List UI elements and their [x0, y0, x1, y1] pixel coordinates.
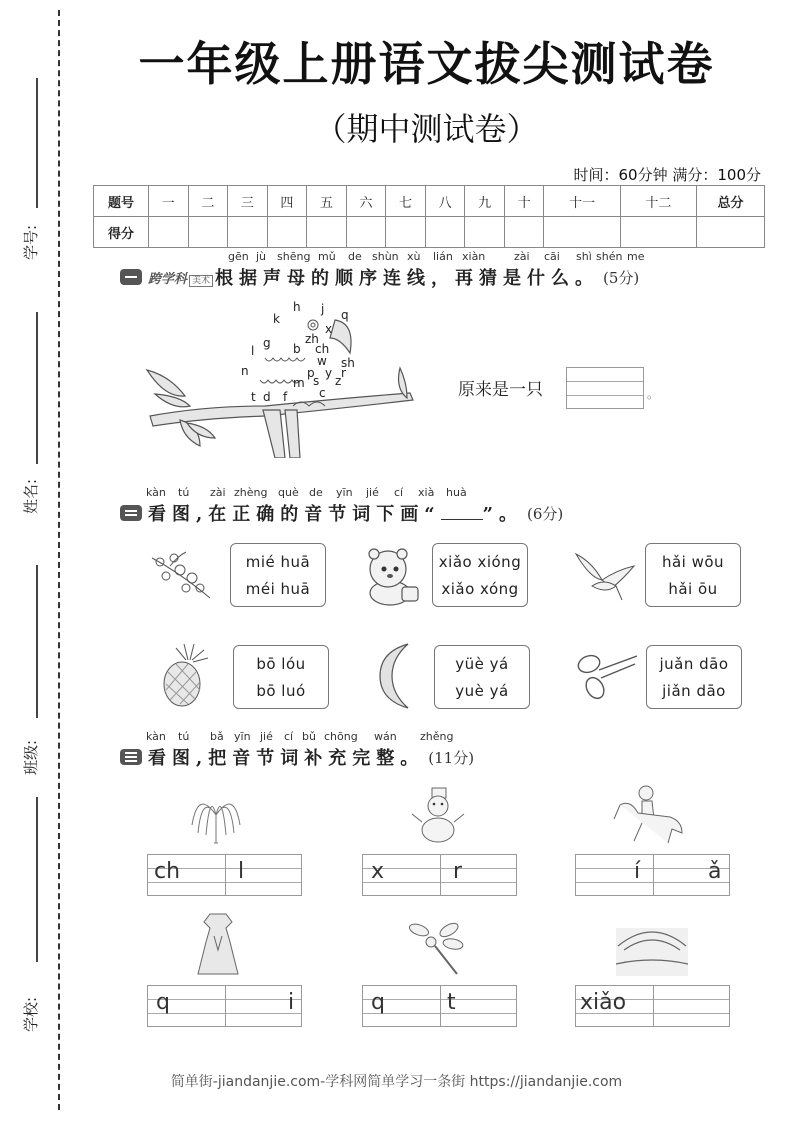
branch-illustration-icon: [145, 298, 435, 458]
score-cell[interactable]: [544, 217, 620, 248]
dot-label[interactable]: q: [341, 308, 349, 322]
pinyin: cāi: [544, 250, 560, 263]
pinyin: chōng: [324, 730, 358, 743]
dot-label[interactable]: f: [283, 390, 288, 404]
pinyin: zhěng: [420, 730, 454, 743]
plum-blossom-icon: [150, 548, 218, 608]
header-cell: 九: [465, 186, 505, 217]
pinyin-option[interactable]: yuè yá: [455, 681, 509, 700]
section-one-badge-icon: [120, 269, 142, 285]
option-group-seagull: [645, 543, 741, 607]
writing-grid-willow[interactable]: [147, 854, 302, 896]
pinyin: yīn: [336, 486, 353, 499]
question-2-pinyin: [120, 486, 563, 500]
header-cell: 五: [307, 186, 347, 217]
pinyin-option[interactable]: xiǎo xóng: [441, 579, 519, 598]
pinyin: huà: [446, 486, 467, 499]
name-blank[interactable]: [36, 312, 38, 464]
section-two-badge-icon: [120, 505, 142, 521]
score-table-header-row: [94, 186, 765, 217]
pinyin: me: [627, 250, 645, 263]
snowman-icon: [408, 786, 468, 848]
pinyin: shēng: [277, 250, 311, 263]
writing-grid-snowman[interactable]: [362, 854, 517, 896]
grid-cell-text: r: [453, 859, 463, 884]
option-group-little-bear: [432, 543, 528, 607]
pinyin: xiàn: [462, 250, 486, 263]
dot-label[interactable]: m: [293, 376, 305, 390]
dot-label[interactable]: z: [335, 374, 342, 388]
pinyin: jié: [260, 730, 273, 743]
score-cell[interactable]: [386, 217, 426, 248]
grid-cell-text: xiǎo: [580, 990, 627, 1015]
school-label: 学校:: [22, 996, 40, 1032]
dot-label[interactable]: b: [293, 342, 301, 356]
question-2-text-end: ”。: [482, 504, 523, 525]
score-cell[interactable]: [697, 217, 765, 248]
grid-cell-text: q: [371, 990, 385, 1015]
dot-label[interactable]: r: [341, 366, 346, 380]
score-cell[interactable]: [228, 217, 268, 248]
dot-label[interactable]: p: [307, 366, 315, 380]
pinyin: jié: [366, 486, 379, 499]
score-cell[interactable]: [425, 217, 465, 248]
dress-icon: [196, 912, 240, 982]
writing-grid-horse-rider[interactable]: [575, 854, 730, 896]
question-1-pinyin: [120, 250, 645, 264]
score-label-cell: 得分: [94, 217, 149, 248]
option-group-pineapple: [233, 645, 329, 709]
dot-label[interactable]: s: [313, 374, 320, 388]
scissors-icon: [575, 650, 639, 704]
dot-label[interactable]: zh: [305, 332, 319, 346]
pinyin: zài: [514, 250, 530, 263]
footer-watermark: 简单街-jiandanjie.com-学科网简单学习一条街 https://jiandanjie.com: [170, 1074, 623, 1090]
pinyin-option[interactable]: jiǎn dāo: [662, 681, 726, 700]
pinyin-option[interactable]: yüè yá: [455, 654, 509, 673]
pinyin: bǔ: [302, 730, 316, 743]
pinyin-option[interactable]: bō lóu: [256, 654, 306, 673]
dot-label[interactable]: y: [325, 366, 333, 380]
dot-label[interactable]: ch: [315, 342, 330, 356]
pinyin: kàn: [146, 486, 166, 499]
grid-cell-text: t: [447, 990, 456, 1015]
score-cell[interactable]: [149, 217, 189, 248]
score-table: [93, 185, 765, 248]
score-cell[interactable]: [188, 217, 228, 248]
header-cell: 十一: [544, 186, 620, 217]
pinyin: lián: [433, 250, 453, 263]
underline-sample: [441, 506, 483, 520]
header-cell: 六: [346, 186, 386, 217]
grid-cell-text: ǎ: [708, 859, 722, 884]
class-label: 班级:: [22, 739, 40, 775]
guide-line: [567, 395, 643, 396]
class-blank[interactable]: [36, 565, 38, 718]
question-3-heading: [120, 730, 474, 770]
pinyin: wán: [374, 730, 397, 743]
score-cell[interactable]: [620, 217, 696, 248]
score-cell[interactable]: [465, 217, 505, 248]
pinyin: shì: [576, 250, 592, 263]
option-group-plum-blossom: [230, 543, 326, 607]
name-field[interactable]: [18, 312, 42, 522]
name-label: 姓名:: [22, 478, 40, 514]
option-group-scissors: [646, 645, 742, 709]
pinyin: yīn: [234, 730, 251, 743]
dot-label[interactable]: l: [251, 344, 255, 358]
score-cell[interactable]: [267, 217, 307, 248]
cross-discipline-tag: 跨学科 美术: [148, 268, 213, 287]
pinyin-option[interactable]: mié huā: [245, 552, 311, 571]
pinyin: kàn: [146, 730, 166, 743]
pinyin: bǎ: [210, 730, 224, 743]
exam-meta: 时间：60分钟 满分：100分: [573, 166, 761, 184]
header-cell: 题号: [94, 186, 149, 217]
dot-label[interactable]: j: [321, 302, 325, 316]
pinyin: de: [348, 250, 362, 263]
dot-label[interactable]: k: [273, 312, 280, 326]
header-cell: 八: [425, 186, 465, 217]
header-cell: 三: [228, 186, 268, 217]
pineapple-icon: [158, 642, 210, 712]
score-cell[interactable]: [504, 217, 544, 248]
grid-cell-text: ch: [154, 859, 181, 884]
pinyin: cí: [394, 486, 404, 499]
dot-label[interactable]: t: [251, 390, 256, 404]
parrot-dot-to-dot-picture: [145, 298, 435, 458]
pinyin: cí: [284, 730, 294, 743]
section-three-badge-icon: [120, 749, 142, 765]
header-cell: 四: [267, 186, 307, 217]
cut-line: [58, 10, 60, 1110]
pinyin: zài: [210, 486, 226, 499]
question-1-heading: [120, 250, 645, 290]
dragonfly-icon: [405, 922, 469, 982]
dot-label[interactable]: n: [241, 364, 249, 378]
pinyin: mǔ: [318, 250, 336, 263]
question-3-points: (11分): [428, 748, 475, 767]
pinyin: xù: [407, 250, 421, 263]
pinyin: jù: [256, 250, 267, 263]
writing-grid-small-bridge[interactable]: [575, 985, 730, 1027]
crescent-moon-icon: [378, 642, 414, 714]
writing-grid-dress[interactable]: [147, 985, 302, 1027]
grid-cell-text: x: [371, 859, 385, 884]
pinyin: tú: [178, 730, 190, 743]
class-field[interactable]: [18, 565, 42, 780]
guide-line: [567, 381, 643, 382]
question-1-text: 根据声母的顺序连线，再猜是什么。: [215, 268, 600, 289]
school-field[interactable]: [18, 797, 42, 1037]
question-3-pinyin: [120, 730, 474, 744]
dot-label[interactable]: d: [263, 390, 271, 404]
header-cell: 十: [504, 186, 544, 217]
header-cell: 一: [149, 186, 189, 217]
seagull-icon: [572, 548, 638, 608]
question-3-text: 看图,把音节词补充完整。: [148, 748, 425, 769]
school-blank[interactable]: [36, 797, 38, 962]
dot-label[interactable]: sh: [341, 356, 355, 370]
pinyin-option[interactable]: xiǎo xióng: [438, 552, 522, 571]
question-2-points: (6分): [526, 504, 564, 523]
pinyin-option[interactable]: juǎn dāo: [659, 654, 729, 673]
header-cell: 总分: [697, 186, 765, 217]
header-cell: 七: [386, 186, 426, 217]
willow-tree-icon: [188, 785, 244, 849]
score-cell[interactable]: [307, 217, 347, 248]
pinyin: de: [309, 486, 323, 499]
header-cell: 二: [188, 186, 228, 217]
writing-grid-dragonfly[interactable]: [362, 985, 517, 1027]
page-title: 一年级上册语文拔尖测试卷: [138, 37, 715, 91]
dot-label[interactable]: x: [325, 322, 333, 336]
little-bear-icon: [362, 545, 424, 611]
dot-label[interactable]: h: [293, 300, 301, 314]
horse-rider-icon: [612, 783, 686, 851]
question-2-text: 看图,在正确的音节词下画“: [148, 504, 441, 525]
grid-cell-text: l: [238, 859, 245, 884]
page-subtitle: （期中测试卷）: [314, 110, 539, 148]
grid-cell-text: q: [156, 990, 170, 1015]
dot-label[interactable]: w: [317, 354, 327, 368]
pinyin: shùn: [372, 250, 399, 263]
pinyin-option[interactable]: méi huā: [245, 579, 311, 598]
option-group-crescent-moon: [434, 645, 530, 709]
pinyin: què: [278, 486, 299, 499]
pinyin-option[interactable]: hǎi ōu: [668, 579, 718, 598]
question-2-heading: [120, 486, 563, 526]
answer-writing-box[interactable]: [566, 367, 644, 409]
small-bridge-icon: [614, 920, 690, 982]
pinyin-option[interactable]: hǎi wōu: [661, 552, 725, 571]
answer-prompt: 原来是一只: [458, 380, 543, 400]
answer-period: 。: [647, 387, 660, 401]
pinyin-option[interactable]: bō luó: [256, 681, 306, 700]
pinyin: gēn: [228, 250, 249, 263]
score-cell[interactable]: [346, 217, 386, 248]
grid-cell-text: i: [288, 990, 295, 1015]
pinyin: shén: [596, 250, 623, 263]
question-1-points: (5分): [603, 268, 640, 287]
student-id-label: 学号:: [22, 224, 40, 260]
pinyin: xià: [418, 486, 435, 499]
header-cell: 十二: [620, 186, 696, 217]
dot-label[interactable]: c: [319, 386, 326, 400]
dot-label[interactable]: g: [263, 336, 271, 350]
score-table-score-row: [94, 217, 765, 248]
pinyin: tú: [178, 486, 190, 499]
pinyin: zhèng: [234, 486, 268, 499]
grid-cell-text: í: [634, 859, 641, 884]
